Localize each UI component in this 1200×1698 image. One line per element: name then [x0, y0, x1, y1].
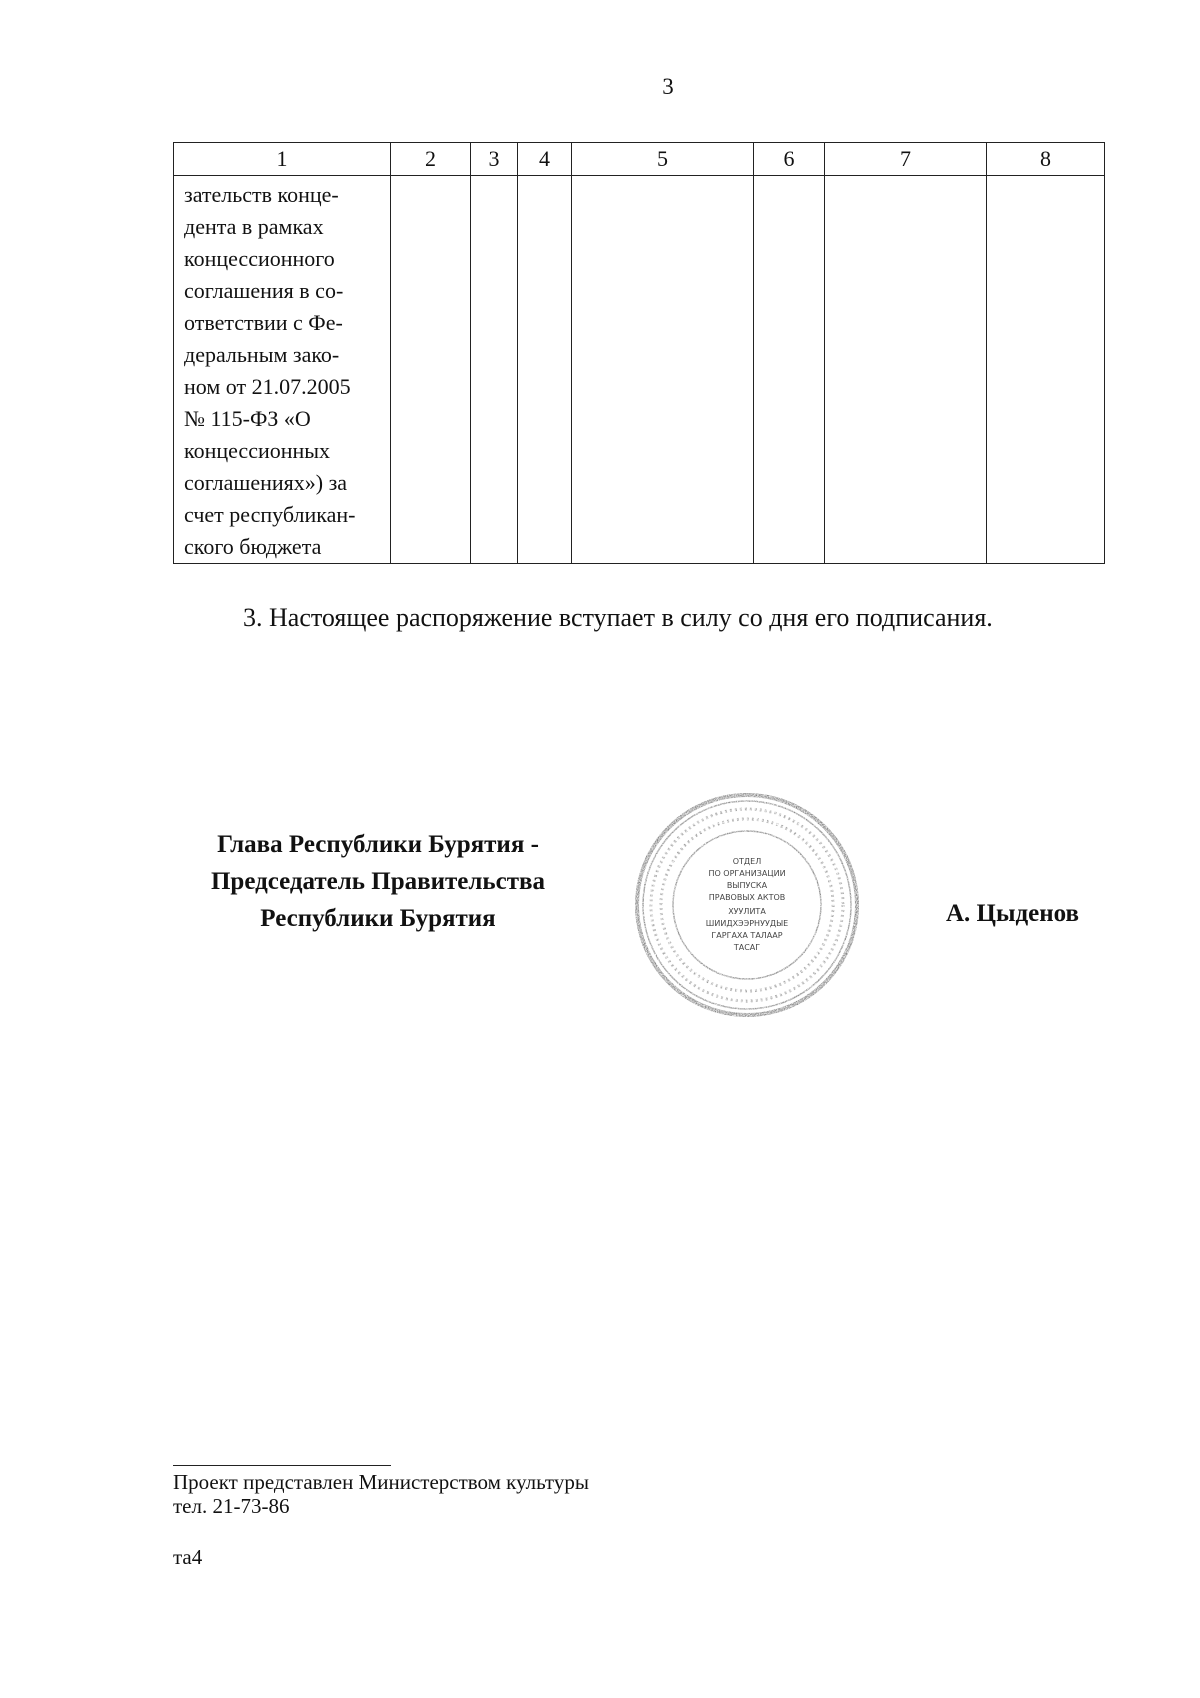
signatory-title-line: Республики Бурятия: [260, 905, 496, 932]
appendix-table: [173, 142, 1105, 564]
table-cell-empty: [825, 176, 987, 564]
clause-paragraph: 3. Настоящее распоряжение вступает в силу со дня его подписания.: [243, 603, 993, 632]
footnote-line: Проект представлен Министерством культуры: [173, 1470, 589, 1494]
signatory-title-line: Председатель Правительства: [210, 868, 546, 895]
table-cell-empty: [518, 176, 572, 564]
seal-text-line: ВЫПУСКА: [726, 881, 768, 890]
table-cell-empty: [391, 176, 471, 564]
signatory-title: [168, 826, 588, 937]
official-seal: [632, 790, 862, 1020]
document-code: та4: [173, 1545, 203, 1569]
column-header: 3: [471, 143, 518, 176]
table-cell-empty: [754, 176, 825, 564]
column-header: 1: [174, 143, 391, 176]
seal-text-line: ШИИДХЭЭРНУУДЫЕ: [705, 919, 789, 928]
table-cell: [174, 176, 391, 564]
footnote-line: тел. 21-73-86: [173, 1494, 290, 1518]
signatory-name: А. Цыденов: [946, 900, 1080, 927]
seal-text-line: ТАСАГ: [733, 943, 761, 952]
column-header: 7: [825, 143, 987, 176]
footnote: [173, 1470, 589, 1518]
seal-text-line: ПРАВОВЫХ АКТОВ: [708, 893, 786, 902]
column-header: 4: [518, 143, 572, 176]
table-row: [174, 176, 1105, 564]
seal-text-line: ОТДЕЛ: [732, 857, 762, 866]
column-header: 2: [391, 143, 471, 176]
seal-text-line: ХУУЛИТА: [728, 907, 766, 916]
footnote-divider: [173, 1465, 391, 1466]
table-cell-empty: [572, 176, 754, 564]
column-header: 8: [987, 143, 1105, 176]
column-header: 6: [754, 143, 825, 176]
table-header-row: [174, 143, 1105, 176]
page-number: 3: [662, 74, 674, 99]
table-cell-empty: [987, 176, 1105, 564]
seal-text-line: ПО ОРГАНИЗАЦИИ: [708, 869, 786, 878]
cell-text: зательств конце- дента в рамках концессионного соглашения в со- ответствии с Фе- деральным зако- ном от 21.07.2005 № 115-ФЗ «О концессионных соглашениях») за счет республикан- ского бюджета: [184, 182, 356, 559]
seal-text-line: ГАРГАХА ТАЛААР: [711, 931, 783, 940]
column-header: 5: [572, 143, 754, 176]
table-cell-empty: [471, 176, 518, 564]
signatory-title-line: Глава Республики Бурятия -: [217, 831, 539, 858]
